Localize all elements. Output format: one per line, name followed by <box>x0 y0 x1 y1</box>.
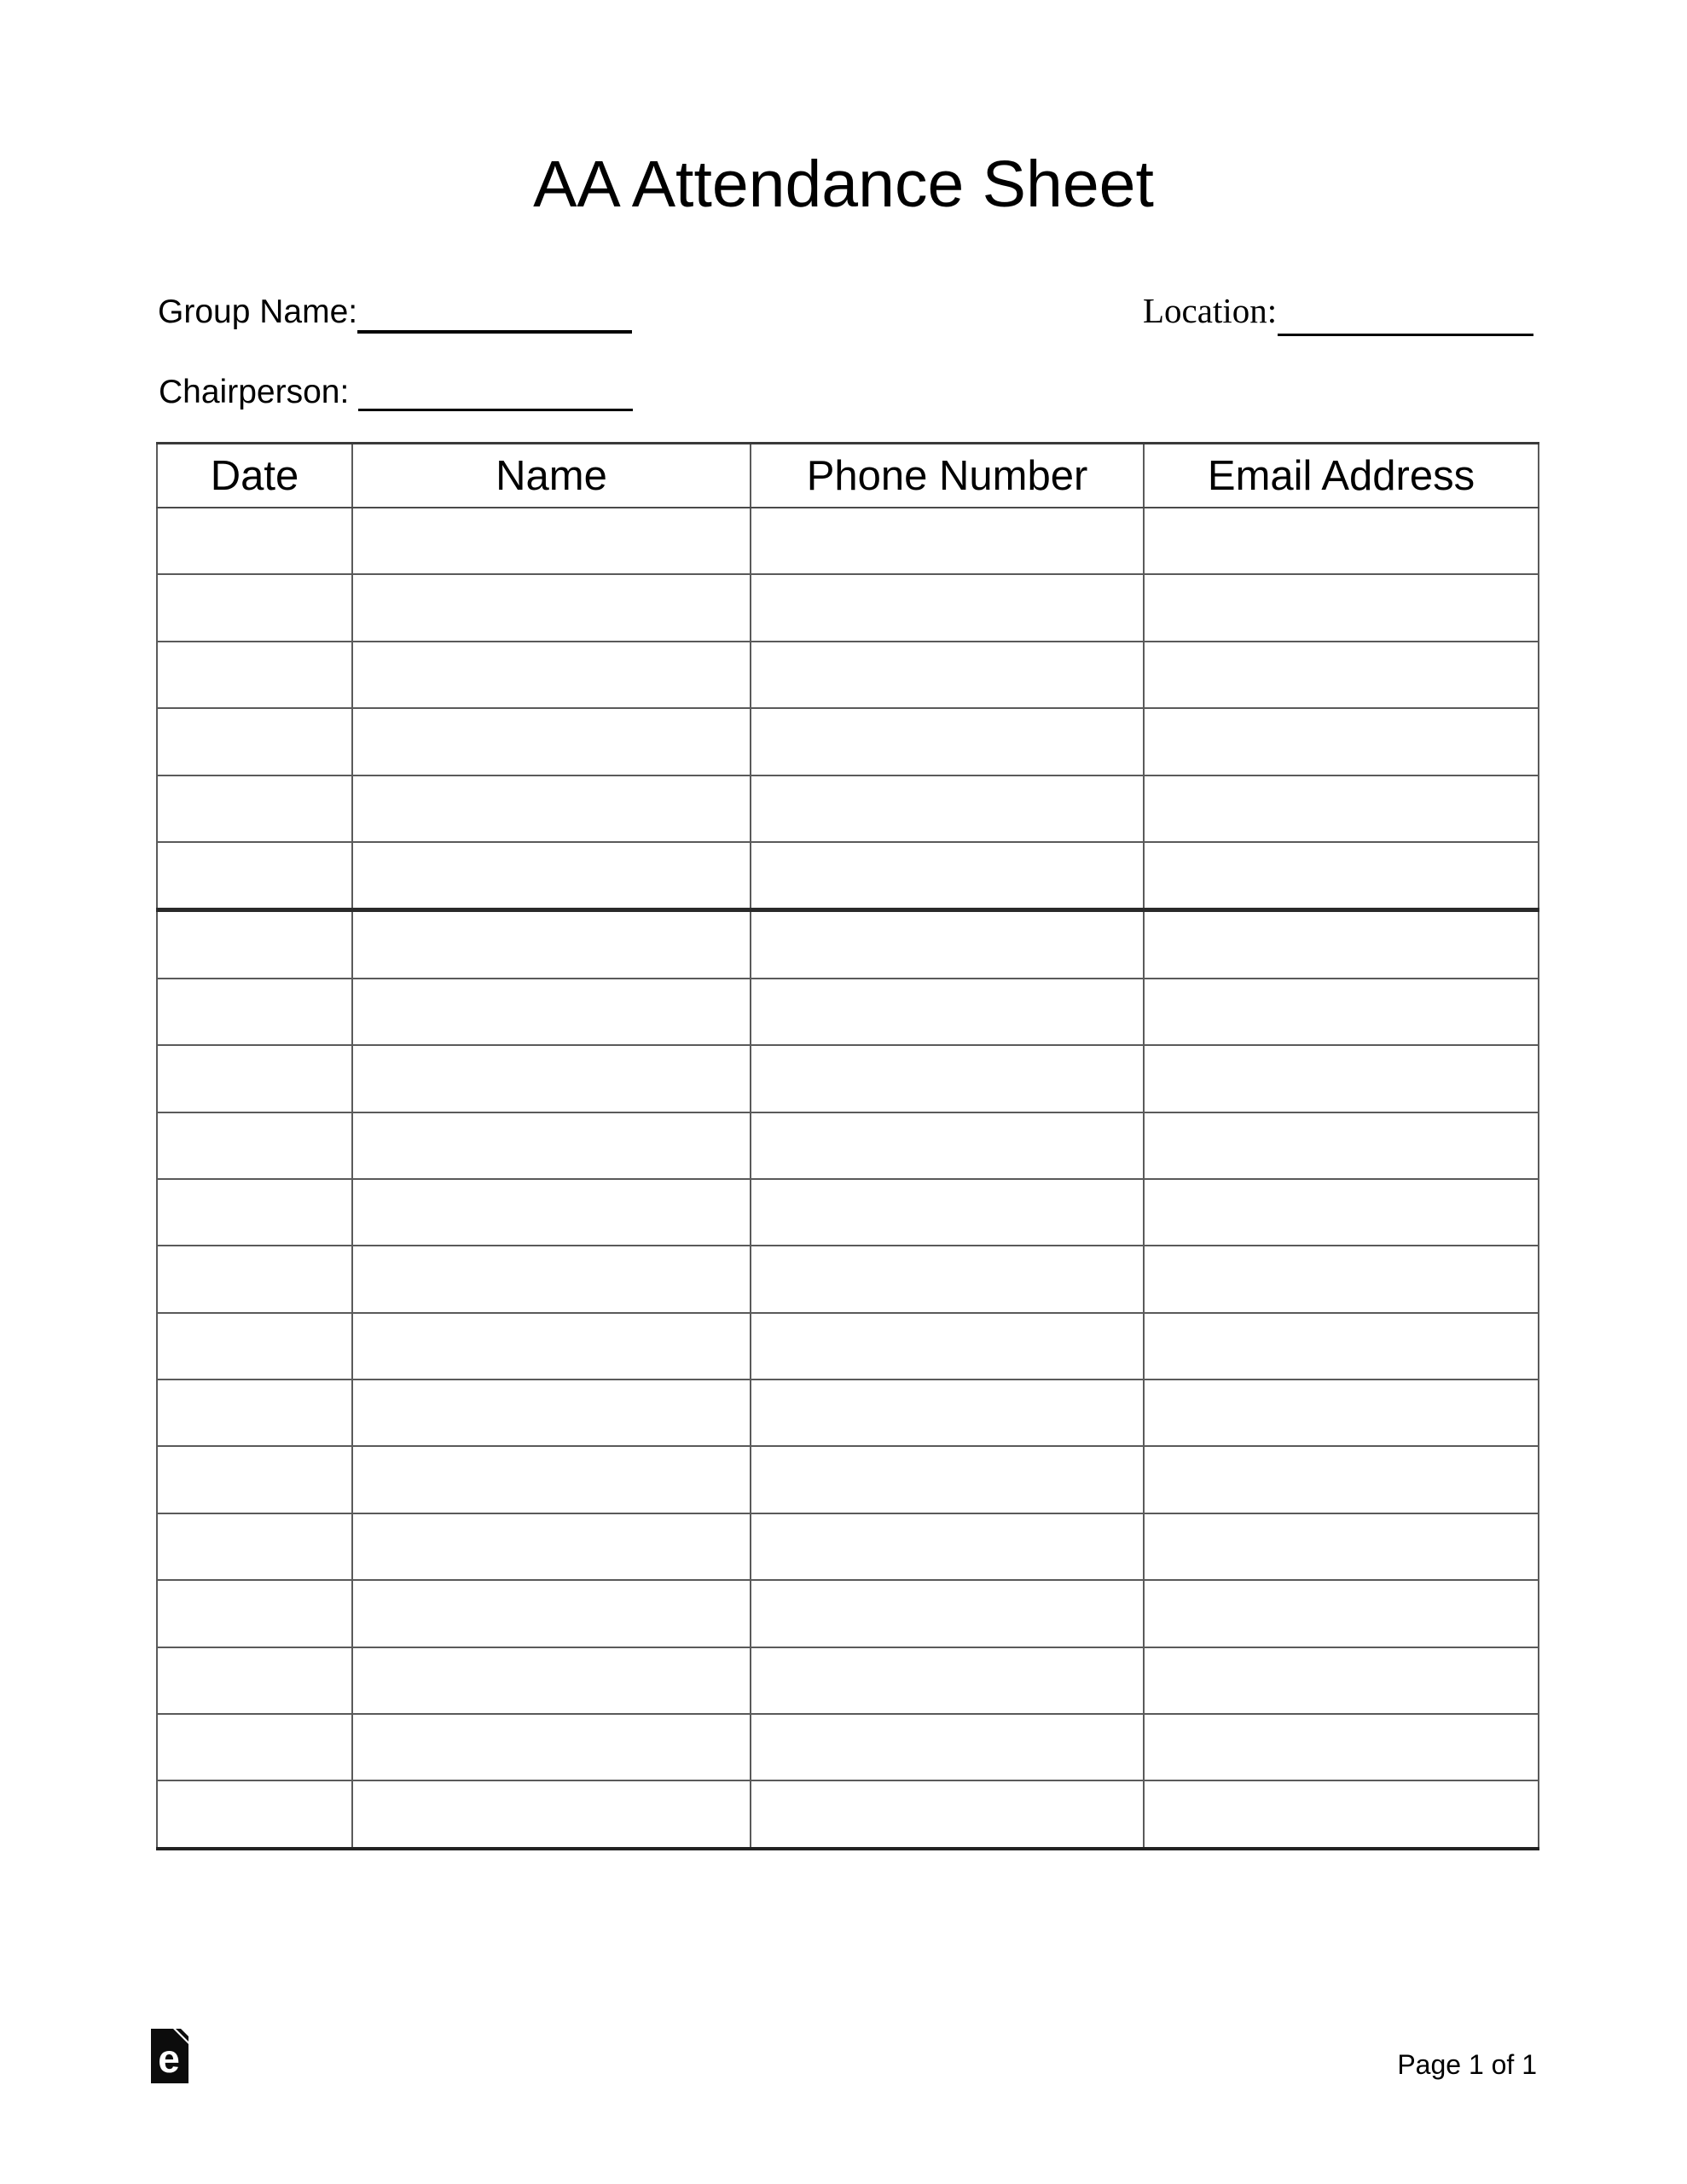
page-indicator: Page 1 of 1 <box>1397 2049 1537 2080</box>
table-cell[interactable] <box>157 508 352 574</box>
table-cell[interactable] <box>1144 1647 1539 1714</box>
table-cell[interactable] <box>1144 979 1539 1045</box>
group-name-blank-line[interactable] <box>357 330 632 334</box>
table-cell[interactable] <box>352 1647 751 1714</box>
table-cell[interactable] <box>157 1446 352 1513</box>
table-cell[interactable] <box>352 979 751 1045</box>
table-cell[interactable] <box>751 1179 1144 1246</box>
table-cell[interactable] <box>352 842 751 910</box>
table-row <box>157 1780 1539 1848</box>
table-cell[interactable] <box>751 1580 1144 1647</box>
table-row <box>157 979 1539 1045</box>
document-page-icon <box>151 2029 188 2083</box>
location-label: Location: <box>1143 291 1278 330</box>
table-cell[interactable] <box>1144 1112 1539 1179</box>
table-cell[interactable] <box>751 574 1144 641</box>
table-cell[interactable] <box>751 979 1144 1045</box>
table-cell[interactable] <box>352 1179 751 1246</box>
location-blank-line[interactable] <box>1278 334 1533 336</box>
table-cell[interactable] <box>157 842 352 910</box>
table-cell[interactable] <box>1144 1580 1539 1647</box>
table-cell[interactable] <box>157 1380 352 1446</box>
table-cell[interactable] <box>751 1313 1144 1380</box>
table-cell[interactable] <box>1144 1714 1539 1780</box>
table-cell[interactable] <box>751 1112 1144 1179</box>
table-cell[interactable] <box>352 910 751 979</box>
table-row <box>157 1446 1539 1513</box>
table-cell[interactable] <box>751 642 1144 708</box>
table-row <box>157 1313 1539 1380</box>
table-row <box>157 1714 1539 1780</box>
table-row <box>157 1513 1539 1580</box>
table-cell[interactable] <box>352 1446 751 1513</box>
page-title: AA Attendance Sheet <box>533 148 1154 221</box>
table-row <box>157 1380 1539 1446</box>
group-name-label: Group Name: <box>158 293 358 330</box>
table-header-row <box>157 444 1539 508</box>
table-cell[interactable] <box>751 1380 1144 1446</box>
table-cell[interactable] <box>1144 1179 1539 1246</box>
table-cell[interactable] <box>1144 508 1539 574</box>
table-cell[interactable] <box>751 1446 1144 1513</box>
table-cell[interactable] <box>751 910 1144 979</box>
table-cell[interactable] <box>751 1045 1144 1112</box>
table-row <box>157 1647 1539 1714</box>
table-cell[interactable] <box>1144 1313 1539 1380</box>
table-cell[interactable] <box>751 1246 1144 1312</box>
table-cell[interactable] <box>352 1380 751 1446</box>
table-cell[interactable] <box>1144 842 1539 910</box>
table-cell[interactable] <box>1144 1446 1539 1513</box>
table-cell[interactable] <box>352 1045 751 1112</box>
table-row <box>157 508 1539 574</box>
table-cell[interactable] <box>751 508 1144 574</box>
table-row <box>157 1246 1539 1312</box>
table-row <box>157 910 1539 979</box>
table-cell[interactable] <box>1144 1045 1539 1112</box>
table-cell[interactable] <box>1144 574 1539 641</box>
table-cell[interactable] <box>352 1780 751 1848</box>
attendance-table <box>156 442 1539 1850</box>
table-cell[interactable] <box>352 708 751 775</box>
table-cell[interactable] <box>157 775 352 842</box>
table-cell[interactable] <box>352 642 751 708</box>
table-cell[interactable] <box>352 1246 751 1312</box>
table-cell[interactable] <box>1144 775 1539 842</box>
table-cell[interactable] <box>157 979 352 1045</box>
table-cell[interactable] <box>352 1313 751 1380</box>
table-row <box>157 1179 1539 1246</box>
table-cell[interactable] <box>751 842 1144 910</box>
table-row <box>157 1580 1539 1647</box>
table-cell[interactable] <box>352 574 751 641</box>
table-cell[interactable] <box>352 1112 751 1179</box>
table-row <box>157 642 1539 708</box>
table-cell[interactable] <box>352 1714 751 1780</box>
table-cell[interactable] <box>751 1780 1144 1848</box>
table-cell[interactable] <box>157 1112 352 1179</box>
table-cell[interactable] <box>1144 708 1539 775</box>
table-cell[interactable] <box>751 1513 1144 1580</box>
column-header-phone-number: Phone Number <box>751 444 1144 508</box>
table-cell[interactable] <box>157 1647 352 1714</box>
table-row <box>157 1112 1539 1179</box>
table-cell[interactable] <box>157 708 352 775</box>
table-row <box>157 775 1539 842</box>
table-cell[interactable] <box>751 1647 1144 1714</box>
chairperson-label: Chairperson: <box>159 374 350 410</box>
attendance-table-body <box>157 508 1539 1849</box>
table-cell[interactable] <box>157 1780 352 1848</box>
table-cell[interactable] <box>157 1313 352 1380</box>
chairperson-blank-line[interactable] <box>358 409 633 411</box>
table-cell[interactable] <box>751 708 1144 775</box>
table-cell[interactable] <box>352 775 751 842</box>
table-cell[interactable] <box>157 1045 352 1112</box>
table-cell[interactable] <box>157 642 352 708</box>
table-cell[interactable] <box>157 1246 352 1312</box>
logo-e-glyph: e <box>158 2036 180 2081</box>
table-row <box>157 708 1539 775</box>
table-cell[interactable] <box>1144 1513 1539 1580</box>
table-cell[interactable] <box>1144 1246 1539 1312</box>
table-cell[interactable] <box>352 1580 751 1647</box>
table-cell[interactable] <box>157 1714 352 1780</box>
table-row <box>157 574 1539 641</box>
table-cell[interactable] <box>751 1714 1144 1780</box>
table-cell[interactable] <box>157 1179 352 1246</box>
table-cell[interactable] <box>751 775 1144 842</box>
table-cell[interactable] <box>1144 642 1539 708</box>
column-header-date: Date <box>157 444 352 508</box>
table-cell[interactable] <box>157 1513 352 1580</box>
table-row <box>157 842 1539 910</box>
column-header-name: Name <box>352 444 751 508</box>
table-cell[interactable] <box>352 508 751 574</box>
table-row <box>157 1045 1539 1112</box>
eforms-logo <box>151 2029 188 2083</box>
table-cell[interactable] <box>352 1513 751 1580</box>
table-cell[interactable] <box>157 1580 352 1647</box>
column-header-email-address: Email Address <box>1144 444 1539 508</box>
table-cell[interactable] <box>1144 910 1539 979</box>
table-cell[interactable] <box>157 910 352 979</box>
table-cell[interactable] <box>157 574 352 641</box>
table-cell[interactable] <box>1144 1380 1539 1446</box>
table-cell[interactable] <box>1144 1780 1539 1848</box>
